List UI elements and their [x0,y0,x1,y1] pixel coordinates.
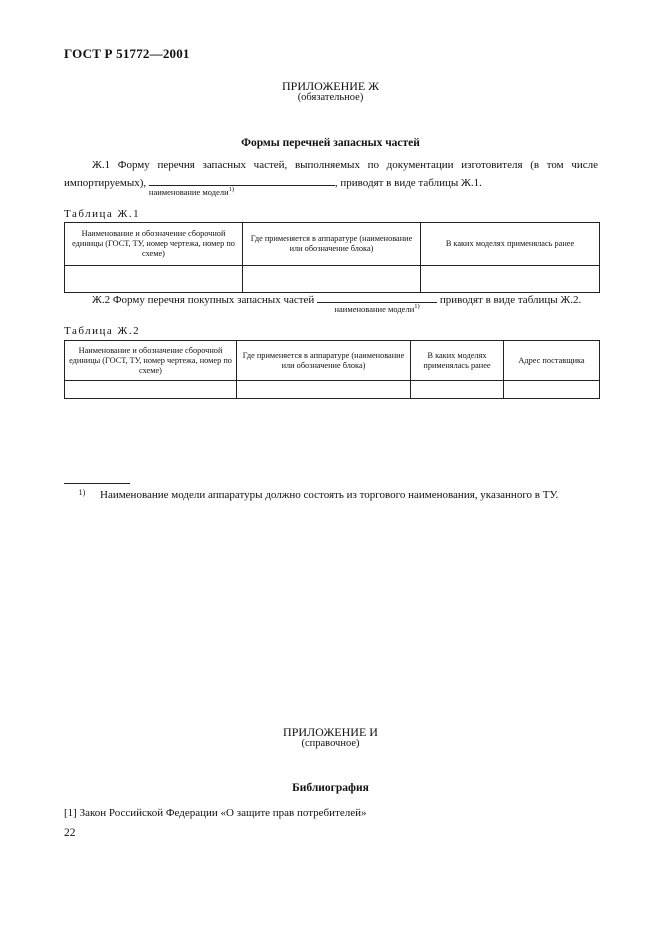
table-zh2-col-3: В каких моделях применялась ранее [411,341,504,381]
table-zh2-col-2: Где применяется в аппаратуре (наименование или обозначение блока) [237,341,411,381]
table-cell [65,266,243,293]
appendix-i-heading [0,726,661,750]
table-zh1 [64,222,600,293]
footnote-text: Наименование модели аппаратуры должно состоять из торгового наименования, указанного в ТУ. [100,489,559,501]
section-title-spare-parts: Формы перечней запасных частей [241,137,420,149]
table-cell [65,381,237,399]
table-zh2-col-4: Адрес поставщика [504,341,600,381]
table-zh1-col-2: Где применяется в аппаратуре (наименование или обозначение блока) [243,223,421,266]
table-zh1-label: Таблица Ж.1 [64,208,141,220]
paragraph-zh2-tail: приводят в виде таблицы Ж.2. [439,294,582,306]
paragraph-zh2-text: Ж.2 Форму перечня покупных запасных частей [92,294,315,306]
paragraph-zh1-tail: , приводят в виде таблицы Ж.1. [334,177,482,189]
appendix-i-title: ПРИЛОЖЕНИЕ И [283,725,378,739]
model-name-blank-1 [148,173,335,197]
footnote-separator [64,483,130,484]
table-zh2 [64,340,600,399]
appendix-zh-heading [0,80,661,104]
paragraph-zh2 [64,290,598,314]
page-number: 22 [64,827,76,839]
appendix-zh-title: ПРИЛОЖЕНИЕ Ж [281,79,379,93]
table-cell [421,266,600,293]
table-zh1-col-3: В каких моделях применялась ранее [421,223,600,266]
footnote [64,488,604,501]
footnote-mark: 1) [78,488,86,497]
table-zh2-empty-row [65,381,600,399]
table-zh2-header-row [65,341,600,381]
appendix-zh-status: (обязательное) [297,92,364,103]
blank-caption-1: наименование модели$^{1)}$ [148,186,235,197]
bibliography-item: [1] Закон Российской Федерации «О защите прав потребителей» [64,807,367,819]
table-cell [237,381,411,399]
document-header: ГОСТ Р 51772—2001 [64,46,190,61]
appendix-i-status: (справочное) [301,738,360,749]
table-zh1-col-1: Наименование и обозначение сборочной единицы (ГОСТ, ТУ, номер чертежа, номер по схеме) [65,223,243,266]
table-cell [411,381,504,399]
table-zh2-col-1: Наименование и обозначение сборочной единицы (ГОСТ, ТУ, номер чертежа, номер по схеме) [65,341,237,381]
blank-caption-2: наименование модели$^{1)}$ [334,303,420,314]
paragraph-zh1-text: Ж.1 Форму перечня запасных частей, выполняемых по документации изготовителя (в том числе импортируемых), [64,159,598,189]
table-zh2-label: Таблица Ж.2 [64,325,141,337]
table-zh1-empty-row [65,266,600,293]
section-title-bibliography: Библиография [292,782,369,794]
table-cell [504,381,600,399]
table-zh1-header-row [65,223,600,266]
model-name-blank-2 [317,290,437,314]
table-cell [243,266,421,293]
paragraph-zh1 [64,158,598,197]
